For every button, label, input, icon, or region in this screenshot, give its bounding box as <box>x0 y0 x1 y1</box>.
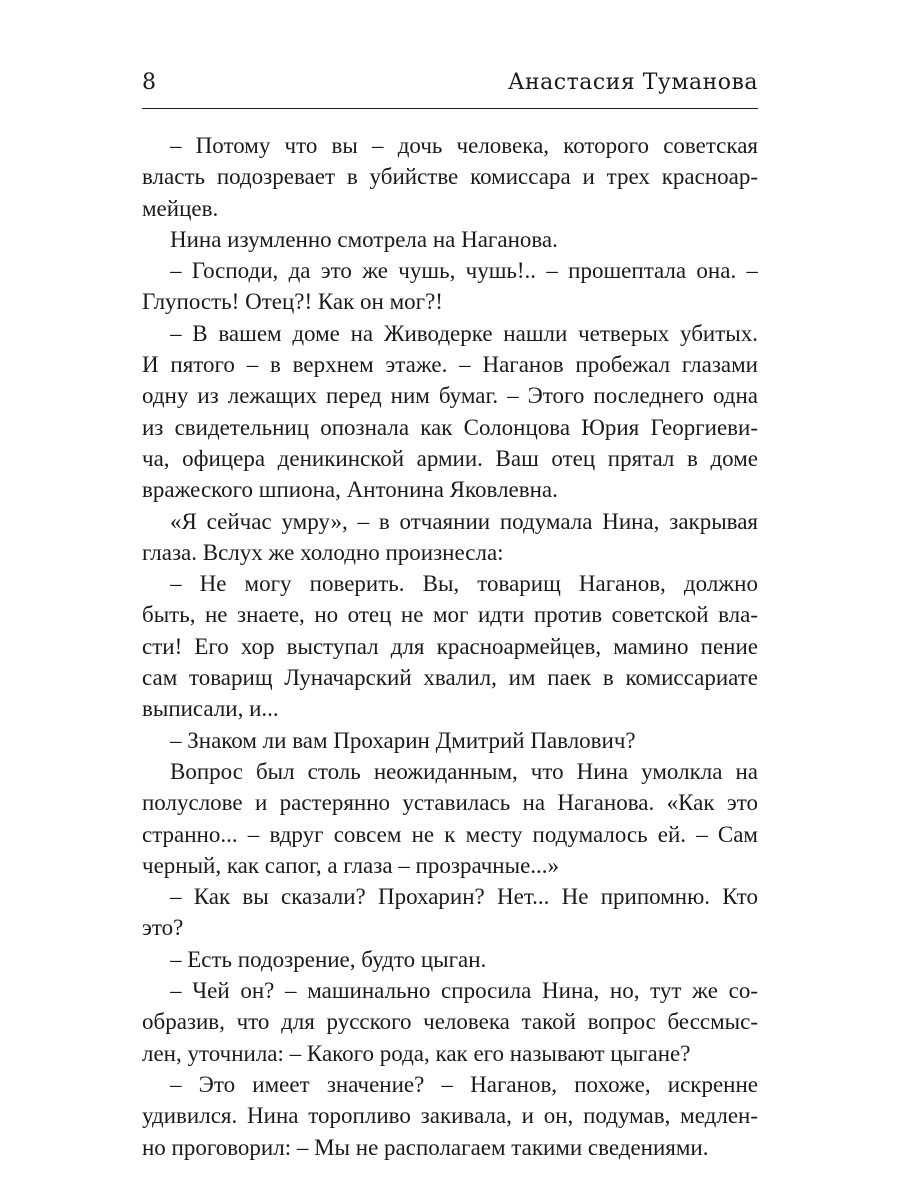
text-line: полуслове и растерянно уставилась на Наганова. «Как это <box>142 790 758 816</box>
text-line: из свидетельниц опознала как Солонцова Юрия Георгиеви- <box>142 414 758 440</box>
paragraph <box>142 506 758 569</box>
text-line: «Я сейчас умру», – в отчаянии подумала Нина, закрывая <box>170 508 758 534</box>
text-line: – Чей он? – машинально спросила Нина, но, тут же со- <box>170 978 758 1004</box>
paragraph <box>142 318 758 506</box>
text-line: – В вашем доме на Живодерке нашли четверых убитых. <box>170 320 758 346</box>
text-line: образив, что для русского человека такой вопрос бессмыс- <box>142 1009 758 1035</box>
paragraph <box>142 975 758 1069</box>
text-line: странно... – вдруг совсем не к месту подумалось ей. – Сам <box>142 821 758 847</box>
paragraph <box>142 725 758 756</box>
text-line: Нина изумленно смотрела на Наганова. <box>170 226 558 252</box>
text-line: власть подозревает в убийстве комиссара и трех красноар- <box>142 164 758 190</box>
paragraph <box>142 255 758 318</box>
text-line: лен, уточнила: – Какого рода, как его называют цыгане? <box>142 1040 691 1066</box>
text-line: – Господи, да это же чушь, чушь!.. – прошептала она. – <box>170 258 758 284</box>
text-line: – Потому что вы – дочь человека, которого советская <box>170 133 758 158</box>
paragraph <box>142 224 758 255</box>
text-line: – Не могу поверить. Вы, товарищ Наганов, должно <box>170 571 758 597</box>
paragraph <box>142 881 758 944</box>
page-number: 8 <box>142 70 156 95</box>
running-title: Анастасия Туманова <box>507 70 758 95</box>
text-line: – Есть подозрение, будто цыган. <box>170 946 487 972</box>
text-line: выписали, и... <box>142 696 279 722</box>
text-line: черный, как сапог, а глаза – прозрачные...» <box>142 852 560 878</box>
text-line: Глупость! Отец?! Как он мог?! <box>142 289 443 315</box>
text-line: но проговорил: – Мы не располагаем такими сведениями. <box>142 1134 709 1160</box>
text-line: глаза. Вслух же холодно произнесла: <box>142 539 504 565</box>
text-line: сам товарищ Луначарский хвалил, им паек в комиссариате <box>142 665 758 691</box>
text-line: одну из лежащих перед ним бумаг. – Этого последнего одна <box>142 383 758 409</box>
text-line: – Знаком ли вам Прохарин Дмитрий Павлович? <box>170 727 636 753</box>
text-line: быть, не знаете, но отец не мог идти против советской вла- <box>142 602 758 628</box>
body-text <box>142 130 758 1163</box>
text-line: вражеского шпиона, Антонина Яковлевна. <box>142 477 558 503</box>
paragraph <box>142 944 758 975</box>
text-line: И пятого – в верхнем этаже. – Наганов пробежал глазами <box>142 352 758 378</box>
text-line: Вопрос был столь неожиданным, что Нина умолкла на <box>170 758 758 784</box>
text-line: ча, офицера деникинской армии. Ваш отец прятал в доме <box>142 445 758 471</box>
paragraph <box>142 756 758 881</box>
text-line: – Как вы сказали? Прохарин? Нет... Не припомню. Кто <box>170 884 758 910</box>
paragraph <box>142 1069 758 1163</box>
header-rule <box>142 108 758 109</box>
text-line: – Это имеет значение? – Наганов, похоже, искренне <box>170 1071 758 1097</box>
page-header <box>142 66 758 106</box>
text-line: мейцев. <box>142 195 219 221</box>
paragraph <box>142 130 758 224</box>
paragraph <box>142 568 758 724</box>
text-line: это? <box>142 915 184 941</box>
text-line: удивился. Нина торопливо закивала, и он, подумав, медлен- <box>142 1103 758 1129</box>
text-line: сти! Его хор выступал для красноармейцев, мамино пение <box>142 633 758 659</box>
